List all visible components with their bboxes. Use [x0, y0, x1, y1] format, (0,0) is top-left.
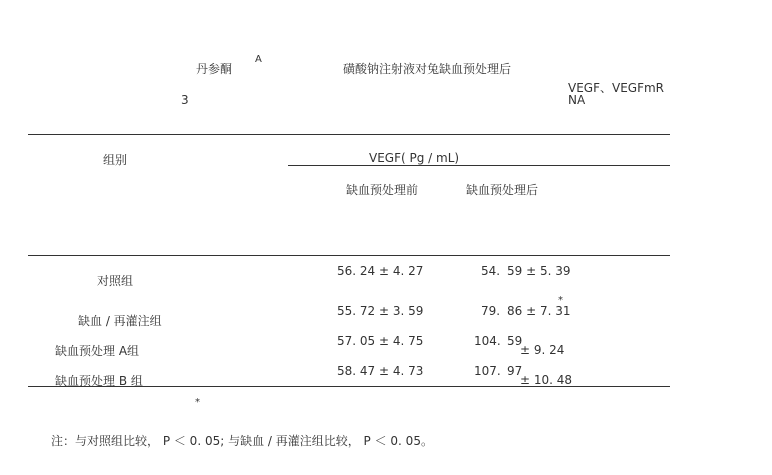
row-2-after-integer: 79.: [481, 304, 501, 318]
title-part-3-line-2: NA: [568, 93, 586, 107]
row-4-group: 缺血预处理 B 组: [55, 374, 143, 388]
header-bottom-rule: [28, 255, 670, 256]
after-subheader: 缺血预处理后: [466, 183, 539, 197]
row-1-after-integer: 54.: [481, 264, 501, 278]
title-subscript-3: 3: [181, 93, 189, 107]
row-2-group: 缺血 / 再灌注组: [78, 314, 162, 328]
row-1-before: 56. 24 ± 4. 27: [337, 264, 424, 278]
row-1-after-rest: 59 ± 5. 39: [507, 264, 571, 278]
row-4-after-integer: 107.: [474, 364, 501, 378]
row-3-after-decimal: 59: [507, 334, 523, 348]
title-part-1: 丹参酮: [196, 62, 233, 76]
row-4-after-sd: ± 10. 48: [520, 373, 573, 387]
row-2-before: 55. 72 ± 3. 59: [337, 304, 424, 318]
row-2-after-rest: 86 ± 7. 31: [507, 304, 571, 318]
title-part-3-line-1: VEGF、VEGFmR: [568, 81, 665, 95]
group-column-header: 组别: [103, 153, 128, 167]
title-part-2: 磺酸钠注射液对兔缺血预处理后: [343, 62, 512, 76]
table-note: 注：与对照组比较， P ＜ 0. 05; 与缺血 / 再灌注组比较， P ＜ 0. 05。: [51, 434, 433, 448]
row-3-before: 57. 05 ± 4. 75: [337, 334, 424, 348]
row-4-before: 58. 47 ± 4. 73: [337, 364, 424, 378]
before-subheader: 缺血预处理前: [346, 183, 419, 197]
row-1-group: 对照组: [97, 274, 134, 288]
vegf-column-header: VEGF( Pg / mL): [369, 151, 460, 165]
row-2-significance-mark: *: [558, 295, 563, 306]
row-3-after-sd: ± 9. 24: [520, 343, 565, 357]
row-3-group: 缺血预处理 A组: [55, 344, 140, 358]
vegf-header-rule: [288, 165, 670, 166]
title-superscript-a: A: [255, 54, 262, 65]
row-3-after-integer: 104.: [474, 334, 501, 348]
row-4-after-decimal: 97: [507, 364, 523, 378]
footer-significance-mark: *: [195, 397, 200, 408]
table-top-rule: [28, 134, 670, 135]
